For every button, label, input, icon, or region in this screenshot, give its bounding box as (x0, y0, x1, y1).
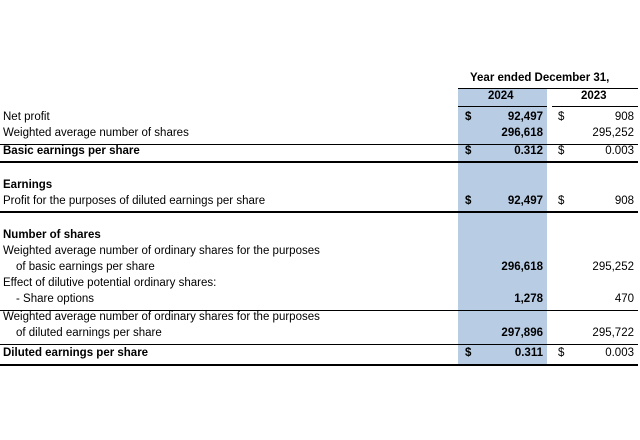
row-label: of diluted earnings per share (16, 327, 162, 339)
row-label: Profit for the purposes of diluted earnings per share (3, 195, 266, 207)
value-2023: 295,252 (592, 127, 634, 139)
value-2024: 92,497 (507, 111, 543, 123)
currency-2024: $ (465, 347, 472, 359)
row-label: Effect of dilutive potential ordinary shares: (3, 277, 217, 289)
row-label: Number of shares (3, 229, 101, 241)
row-label: Earnings (3, 179, 53, 191)
table-row-diluted-shares-line1 (0, 311, 640, 327)
row-label: Weighted average number of shares (3, 127, 189, 139)
total-rule (0, 161, 638, 163)
value-2024: 1,278 (514, 293, 543, 305)
table-row-basic-shares-line1 (0, 245, 640, 261)
table-row-basic-shares (0, 261, 640, 277)
column-header-2023: 2023 (581, 90, 607, 102)
row-label: Net profit (3, 111, 50, 123)
value-2024: 92,497 (507, 195, 543, 207)
table-row-net-profit (0, 111, 640, 127)
value-2024: 296,618 (501, 261, 543, 273)
table-row-diluted-eps (0, 347, 640, 363)
currency-2023: $ (558, 145, 565, 157)
row-label: - Share options (16, 293, 94, 305)
table-row-diluted-shares (0, 327, 640, 343)
value-2023: 295,252 (592, 261, 634, 273)
value-2023: 0.003 (605, 145, 634, 157)
value-2024: 297,896 (501, 327, 543, 339)
column-header-rule-2023 (552, 106, 638, 107)
value-2023: 908 (614, 111, 634, 123)
total-rule (0, 364, 638, 366)
row-label: Diluted earnings per share (3, 347, 149, 359)
table-row-dilutive-effect (0, 277, 640, 293)
value-2024: 0.311 (514, 347, 543, 359)
value-2024: 296,618 (501, 127, 543, 139)
row-label: Basic earnings per share (3, 145, 140, 157)
value-2023: 295,722 (592, 327, 634, 339)
header-rule (458, 88, 638, 89)
period-header: Year ended December 31, (470, 72, 610, 84)
column-header-rule-2024 (458, 106, 547, 107)
currency-2023: $ (558, 111, 565, 123)
subtotal-rule (0, 344, 638, 345)
currency-2024: $ (465, 111, 472, 123)
section-heading-number-of-shares (0, 229, 640, 245)
currency-2024: $ (465, 195, 472, 207)
value-2023: 908 (614, 195, 634, 207)
value-2024: 0.312 (514, 145, 543, 157)
currency-2023: $ (558, 347, 565, 359)
value-2023: 470 (614, 293, 634, 305)
table-row-profit-diluted (0, 195, 640, 211)
total-rule (0, 211, 638, 213)
currency-2024: $ (465, 145, 472, 157)
table-row-share-options (0, 293, 640, 309)
currency-2023: $ (558, 195, 565, 207)
row-label: Weighted average number of ordinary shares for the purposes (3, 311, 320, 323)
row-label: of basic earnings per share (16, 261, 155, 273)
table-row-basic-eps (0, 145, 640, 161)
section-heading-earnings (0, 179, 640, 195)
row-label: Weighted average number of ordinary shares for the purposes (3, 245, 320, 257)
value-2023: 0.003 (605, 347, 634, 359)
table-row-weighted-shares (0, 127, 640, 143)
column-header-2024: 2024 (488, 90, 514, 102)
